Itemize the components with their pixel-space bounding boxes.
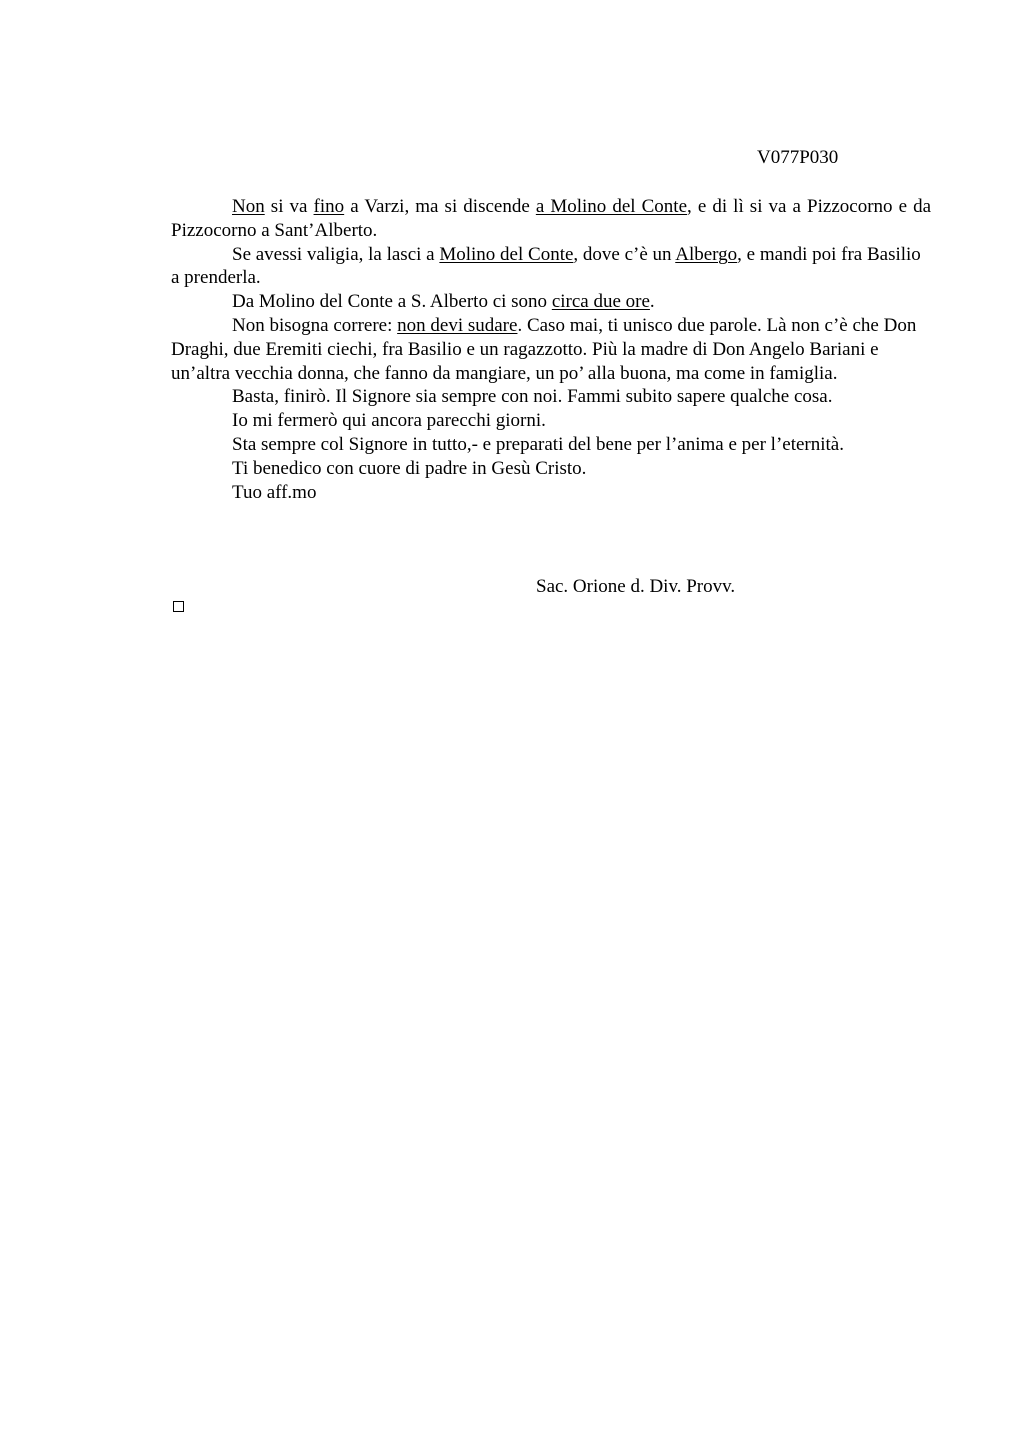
underlined-text: Albergo — [675, 243, 738, 265]
signature: Sac. Orione d. Div. Provv. — [536, 576, 736, 597]
text-segment: Da Molino del Conte a S. Alberto ci sono — [232, 291, 552, 313]
paragraph — [171, 457, 931, 481]
text-segment: Basta, finirò. Il Signore sia sempre con noi. Fammi subito sapere qualche cosa. — [232, 386, 833, 408]
text-segment: . — [649, 291, 655, 313]
paragraph — [171, 195, 931, 243]
letter-body — [171, 195, 931, 504]
underlined-text: Non — [232, 196, 265, 217]
text-segment: si va — [264, 196, 314, 217]
text-segment: a Varzi, ma si discende — [344, 196, 536, 217]
paragraph — [171, 385, 931, 409]
text-segment: . Caso mai, ti unisco due parole. Là non c’è che Don Draghi, due Eremiti ciechi, fra Basilio e un ragazzotto. Più la madre di Don Angelo Bariani e un’altra vecchia donna, che fanno da mangiare, un po’ alla buona, ma come in famiglia. — [171, 314, 917, 384]
underlined-text: Molino del Conte — [439, 243, 574, 265]
paragraph — [171, 243, 931, 291]
paragraph — [171, 314, 931, 385]
text-segment: Io mi fermerò qui ancora parecchi giorni. — [232, 410, 546, 432]
text-segment: Tuo aff.mo — [232, 481, 317, 503]
empty-square-icon — [173, 601, 184, 612]
underlined-text: non devi sudare — [397, 314, 518, 336]
underlined-text: circa due ore — [551, 291, 650, 313]
underlined-text: fino — [313, 196, 345, 217]
text-segment: , e mandi poi fra Basilio a prenderla. — [171, 243, 921, 289]
text-segment: Sta sempre col Signore in tutto,- e preparati del bene per l’anima e per l’eternità. — [232, 433, 844, 455]
document-reference: V077P030 — [757, 147, 839, 168]
underlined-text: a Molino del Conte — [535, 196, 688, 217]
paragraph — [171, 481, 931, 505]
text-segment: , dove c’è un — [573, 243, 676, 265]
paragraph — [171, 433, 931, 457]
paragraph — [171, 290, 931, 314]
text-segment: Se avessi valigia, la lasci a — [232, 243, 440, 265]
text-segment: Ti benedico con cuore di padre in Gesù Cristo. — [232, 457, 587, 479]
paragraph — [171, 409, 931, 433]
text-segment: , e di lì si va a Pizzocorno e da Pizzocorno a Sant’Alberto. — [171, 196, 932, 241]
text-segment: Non bisogna correre: — [232, 314, 398, 336]
